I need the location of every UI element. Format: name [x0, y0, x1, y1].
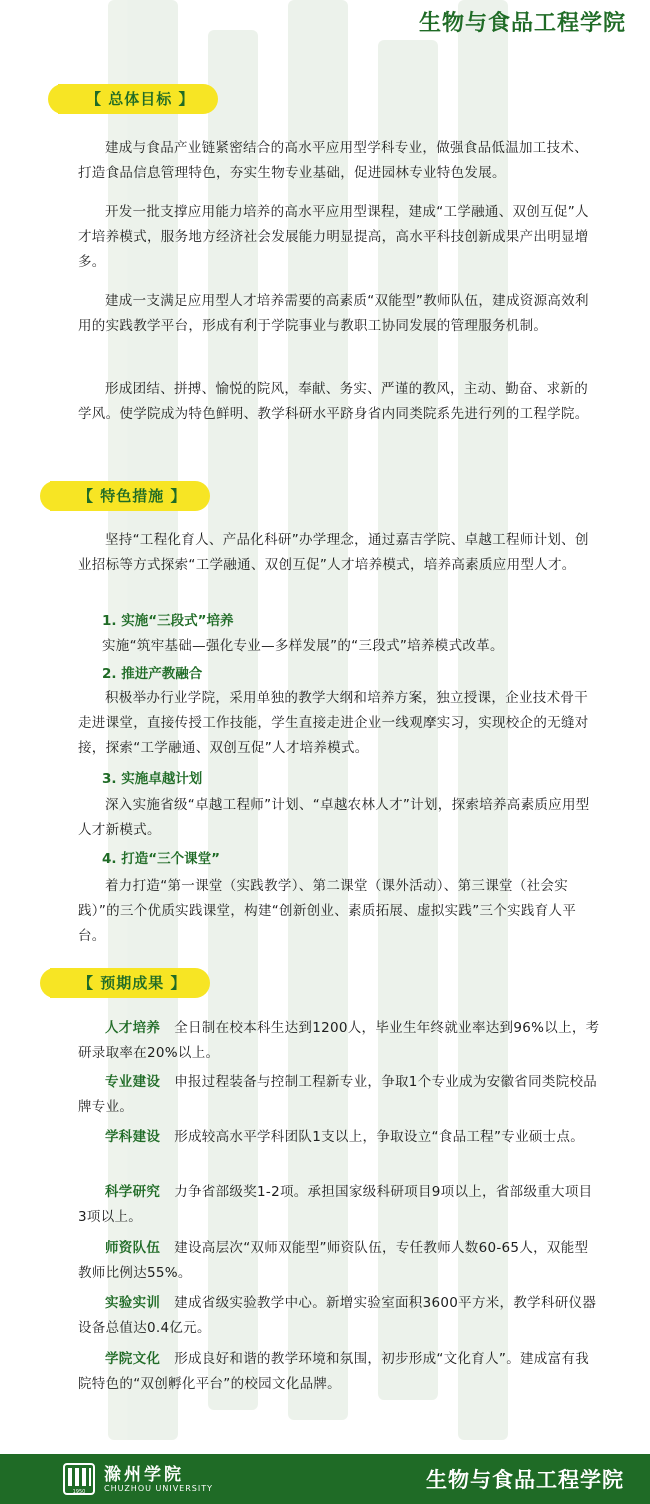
- outcome-text: 全日制在校本科生达到1200人，毕业生年终就业率达到96%以上，考研录取率在20%以上。: [78, 1020, 600, 1061]
- outcome-item: [78, 1070, 600, 1120]
- footer-bar: [0, 1454, 650, 1504]
- outcome-text: 申报过程装备与控制工程新专业，争取1个专业成为安徽省同类院校品牌专业。: [78, 1074, 598, 1115]
- outcome-label: 学科建设: [105, 1129, 161, 1145]
- measure-heading: 2. 推进产教融合: [102, 666, 203, 682]
- logo-year: 1950: [72, 1489, 86, 1495]
- measure-text: 积极举办行业学院，采用单独的教学大纲和培养方案，独立授课，企业技术骨干走进课堂，直接传授工作技能，学生直接走进企业一线观摩实习，实现校企的无缝对接，探索“工学融通、双创互促”人才培养模式。: [78, 690, 589, 756]
- goals-paragraph: 开发一批支撑应用能力培养的高水平应用型课程，建成“工学融通、双创互促”人才培养模式，服务地方经济社会发展能力明显提高，高水平科技创新成果产出明显增多。: [78, 204, 589, 270]
- measure-text: 着力打造“第一课堂（实践教学）、第二课堂（课外活动）、第三课堂（社会实践）”的三个优质实践课堂，构建“创新创业、素质拓展、虚拟实践”三个实践育人平台。: [78, 878, 577, 944]
- measure-text: 深入实施省级“卓越工程师”计划、“卓越农林人才”计划，探索培养高素质应用型人才新模式。: [78, 797, 590, 838]
- measure-heading: 4. 打造“三个课堂”: [102, 851, 220, 867]
- outcome-text: 建设高层次“双师双能型”师资队伍，专任教师人数60-65人，双能型教师比例达55%。: [78, 1240, 589, 1281]
- outcome-text: 形成较高水平学科团队1支以上，争取设立“食品工程”专业硕士点。: [174, 1129, 585, 1145]
- goals-paragraph: 形成团结、拼搏、愉悦的院风，奉献、务实、严谨的教风，主动、勤奋、求新的学风。使学院成为特色鲜明、教学科研水平跻身省内同类院系先进行列的工程学院。: [78, 381, 589, 422]
- footer-college-title: 生物与食品工程学院: [426, 1467, 624, 1492]
- outcome-item: [78, 1016, 600, 1066]
- footer-school-name-en: CHUZHOU UNIVERSITY: [104, 1484, 214, 1493]
- section-title-measures: 【 特色措施 】: [50, 481, 210, 511]
- outcome-text: 建成省级实验教学中心。新增实验室面积3600平方米，教学科研仪器设备总值达0.4亿元。: [78, 1295, 597, 1336]
- outcome-label: 专业建设: [105, 1074, 161, 1090]
- outcome-label: 师资队伍: [105, 1240, 161, 1256]
- section-title-goals: 【 总体目标 】: [58, 84, 218, 114]
- section-title-outcomes: 【 预期成果 】: [50, 968, 210, 998]
- outcome-text: 形成良好和谐的教学环境和氛围，初步形成“文化育人”。建成富有我院特色的“双创孵化平台”的校园文化品牌。: [78, 1351, 589, 1392]
- outcome-label: 人才培养: [105, 1020, 161, 1036]
- outcome-item: [78, 1347, 600, 1397]
- measures-intro: 坚持“工程化育人、产品化科研”办学理念，通过嘉吉学院、卓越工程师计划、创业招标等方式探索“工学融通、双创互促”人才培养模式，培养高素质应用型人才。: [78, 532, 589, 573]
- footer-school-name: 滁州学院: [104, 1465, 184, 1485]
- header-college-title: 生物与食品工程学院: [418, 10, 626, 36]
- measure-text: 实施“筑牢基础—强化专业—多样发展”的“三段式”培养模式改革。: [102, 638, 504, 654]
- outcome-text: 力争省部级奖1-2项。承担国家级科研项目9项以上，省部级重大项目3项以上。: [78, 1184, 593, 1225]
- outcome-item: [78, 1236, 600, 1286]
- outcome-label: 学院文化: [105, 1351, 161, 1367]
- outcome-item: [78, 1125, 600, 1150]
- goals-paragraph: 建成与食品产业链紧密结合的高水平应用型学科专业，做强食品低温加工技术、打造食品信息管理特色，夯实生物专业基础，促进园林专业特色发展。: [78, 140, 588, 181]
- outcome-label: 实验实训: [105, 1295, 161, 1311]
- goals-paragraph: 建成一支满足应用型人才培养需要的高素质“双能型”教师队伍，建成资源高效利用的实践教学平台，形成有利于学院事业与教职工协同发展的管理服务机制。: [78, 293, 589, 334]
- outcome-item: [78, 1180, 600, 1230]
- chuzhou-university-logo-icon: [62, 1462, 96, 1496]
- measure-heading: 1. 实施“三段式”培养: [102, 613, 234, 629]
- outcome-item: [78, 1291, 600, 1341]
- measure-heading: 3. 实施卓越计划: [102, 771, 203, 787]
- outcome-label: 科学研究: [105, 1184, 161, 1200]
